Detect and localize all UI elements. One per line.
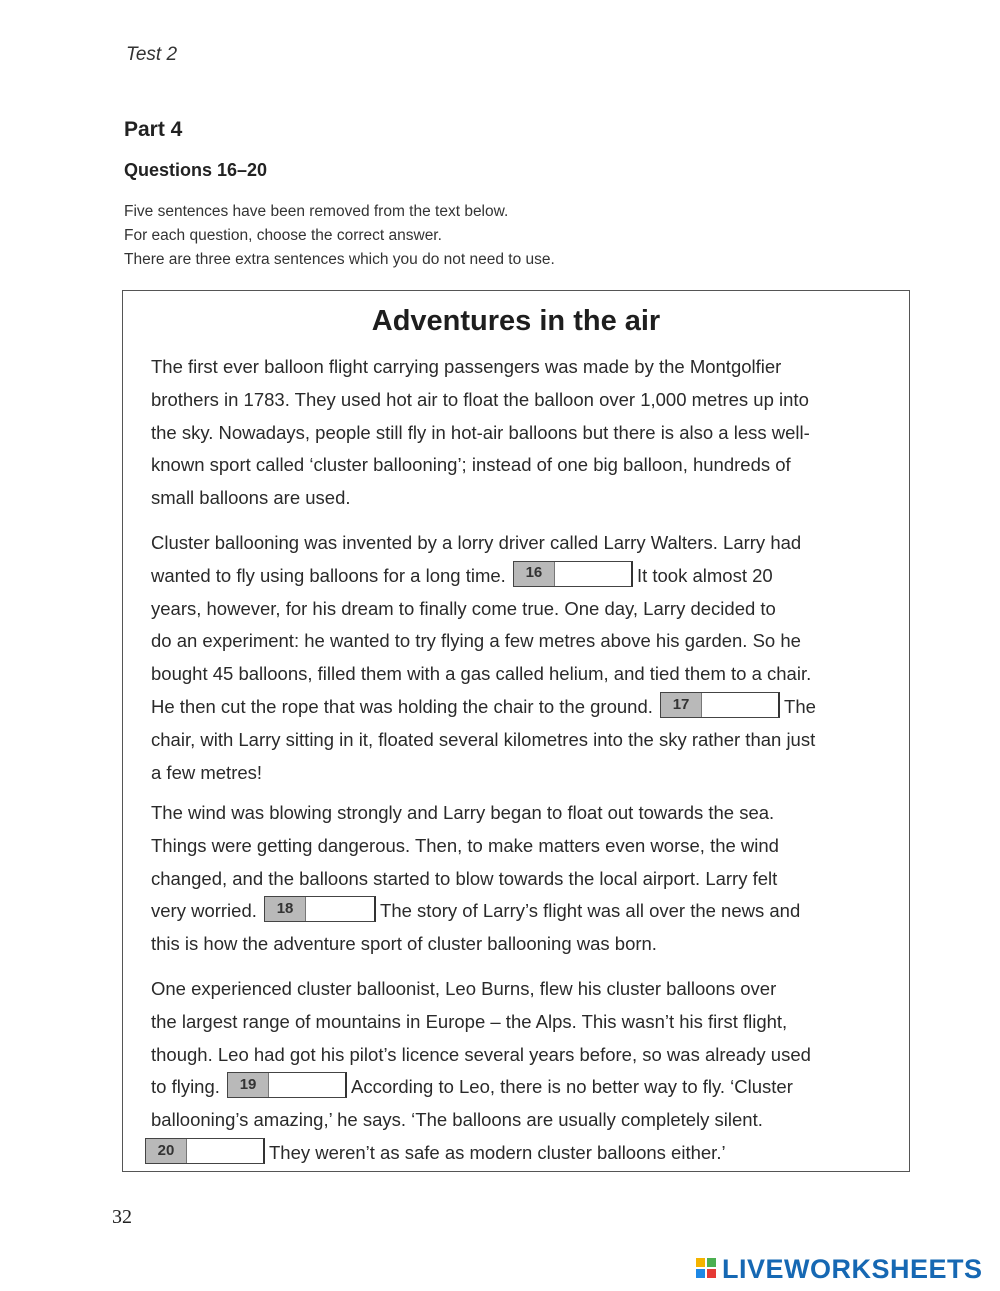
text-line: bought 45 balloons, filled them with a gas called helium, and tied them to a chair. xyxy=(151,663,812,685)
text-line: Cluster ballooning was invented by a lorry driver called Larry Walters. Larry had xyxy=(151,532,802,553)
text-segment: very worried. xyxy=(151,900,257,922)
answer-gap-17[interactable] xyxy=(660,692,780,718)
text-segment: It took almost 20 xyxy=(636,564,773,586)
paragraph-3 xyxy=(151,797,891,961)
answer-gap-16[interactable] xyxy=(513,561,633,587)
text-line xyxy=(151,560,891,593)
text-segment: to flying. xyxy=(151,1076,220,1098)
text-line: known sport called ‘cluster ballooning’; instead of one big balloon, hundreds of xyxy=(151,454,791,476)
text-line: the largest range of mountains in Europe – the Alps. This wasn’t his first flight, xyxy=(151,1010,788,1032)
paragraph-1 xyxy=(151,351,891,515)
gap-number: 18 xyxy=(265,897,306,921)
text-line: do an experiment: he wanted to try flying a few metres above his garden. So he xyxy=(151,630,801,652)
part-title: Part 4 xyxy=(124,118,183,141)
text-line xyxy=(151,1137,891,1170)
text-line: The first ever balloon flight carrying passengers was made by the Montgolfier xyxy=(151,356,782,377)
text-line: years, however, for his dream to finally come true. One day, Larry decided to xyxy=(151,597,776,619)
gap-number: 17 xyxy=(661,693,702,717)
text-line xyxy=(151,895,891,928)
text-line: chair, with Larry sitting in it, floated several kilometres into the sky rather than just xyxy=(151,728,816,750)
instruction-line: Five sentences have been removed from the text below. xyxy=(124,203,509,220)
questions-heading: Questions 16–20 xyxy=(124,160,268,180)
text-line: brothers in 1783. They used hot air to float the balloon over 1,000 metres up into xyxy=(151,388,809,410)
text-line xyxy=(151,691,891,724)
text-segment: The xyxy=(784,695,816,717)
text-segment: wanted to fly using balloons for a long time. xyxy=(151,564,506,586)
paragraph-4 xyxy=(151,973,891,1170)
text-segment: The story of Larry’s flight was all over the news and xyxy=(380,900,801,922)
page-number: 32 xyxy=(112,1206,132,1228)
gap-number: 20 xyxy=(146,1139,187,1163)
test-label: Test 2 xyxy=(126,44,178,65)
answer-gap-19[interactable] xyxy=(227,1072,347,1098)
liveworksheets-logo-icon xyxy=(696,1258,718,1282)
text-line: this is how the adventure sport of cluster ballooning was born. xyxy=(151,933,657,955)
instructions xyxy=(124,200,555,272)
gap-number: 19 xyxy=(228,1073,269,1097)
instruction-line: For each question, choose the correct answer. xyxy=(124,227,442,244)
text-line: changed, and the balloons started to blow towards the local airport. Larry felt xyxy=(151,867,778,889)
text-line: the sky. Nowadays, people still fly in hot-air balloons but there is also a less well- xyxy=(151,421,810,443)
text-line: The wind was blowing strongly and Larry began to float out towards the sea. xyxy=(151,802,775,823)
gap-number: 16 xyxy=(514,562,555,586)
brand-name: LIVEWORKSHEETS xyxy=(722,1254,983,1284)
text-line: small balloons are used. xyxy=(151,487,351,509)
text-segment: He then cut the rope that was holding the chair to the ground. xyxy=(151,695,653,717)
liveworksheets-brand xyxy=(696,1254,983,1285)
paragraph-2 xyxy=(151,527,891,789)
text-line: Things were getting dangerous. Then, to make matters even worse, the wind xyxy=(151,834,779,856)
answer-gap-20[interactable] xyxy=(145,1138,265,1164)
text-segment: They weren’t as safe as modern cluster balloons either.’ xyxy=(269,1141,726,1163)
instruction-line: There are three extra sentences which you do not need to use. xyxy=(124,251,555,268)
text-line xyxy=(151,1071,891,1104)
answer-gap-18[interactable] xyxy=(264,896,376,922)
passage-box xyxy=(122,290,910,1172)
text-line: a few metres! xyxy=(151,761,263,783)
text-line: though. Leo had got his pilot’s licence several years before, so was already used xyxy=(151,1043,811,1065)
passage-title: Adventures in the air xyxy=(371,305,661,337)
text-segment: According to Leo, there is no better way to fly. ‘Cluster xyxy=(351,1076,793,1098)
text-line: One experienced cluster balloonist, Leo Burns, flew his cluster balloons over xyxy=(151,978,777,999)
text-line: ballooning’s amazing,’ he says. ‘The balloons are usually completely silent. xyxy=(151,1109,763,1131)
